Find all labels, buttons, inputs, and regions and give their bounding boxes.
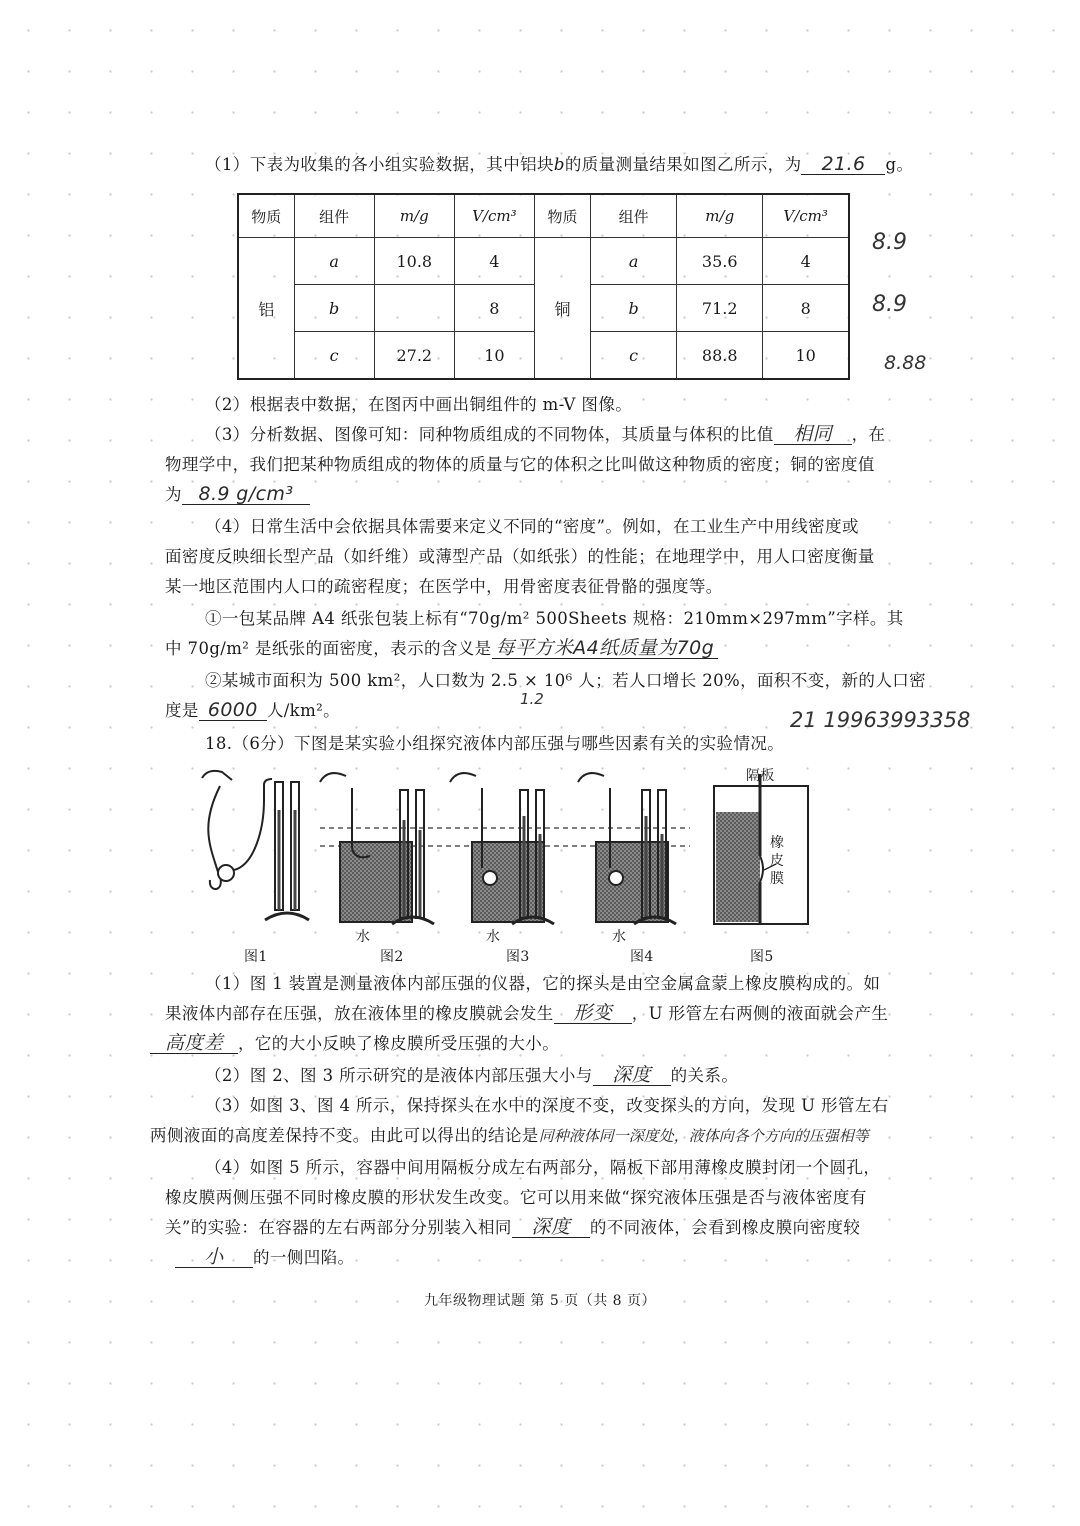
q18-part4-line4: 小 的一侧凹陷。 — [175, 1247, 354, 1269]
answer-deformation: 形变 — [554, 1003, 632, 1024]
handwritten-number: 21 19963993358 — [790, 708, 971, 732]
q17-part4-line6: ②某城市面积为 500 km²，人口数为 2.5 × 10⁶ 人；若人口增长 20%，面积不变，新的人口密 — [205, 671, 927, 690]
answer-copper-density: 8.9 g/cm³ — [182, 484, 310, 505]
answer-depth: 深度 — [593, 1065, 671, 1086]
figure-5 — [714, 774, 808, 924]
density-data-table — [237, 193, 850, 380]
q18-part1-line2: 果液体内部存在压强，放在液体里的橡皮膜就会发生 形变 ，U 形管左右两侧的液面就会产生 — [165, 1002, 889, 1024]
fig5-partition-label: 隔板 — [746, 768, 775, 784]
figure-2 — [320, 773, 434, 924]
q18-part1-line3: 高度差 ，它的大小反映了橡皮膜所受压强的大小。 — [150, 1033, 559, 1055]
q18-part4-line3: 关”的实验：在容器的左右两部分分别装入相同 深度 的不同液体，会看到橡皮膜向密度较 — [165, 1216, 861, 1238]
water-label: 水 — [612, 929, 627, 945]
page-footer: 九年级物理试题 第 5 页（共 8 页） — [423, 1293, 657, 1309]
q18-part4-line1: （4）如图 5 所示，容器中间用隔板分成左右两部分，隔板下部用薄橡皮膜封闭一个圆孔， — [205, 1158, 881, 1177]
q18-part1-line1: （1）图 1 装置是测量液体内部压强的仪器，它的探头是由空金属盒蒙上橡皮膜构成的。如 — [205, 974, 881, 993]
q17-part4-line1: （4）日常生活中会依据具体需要来定义不同的“密度”。例如，在工业生产中用线密度或 — [205, 517, 859, 536]
side-note-density-a: 8.9 — [872, 230, 907, 255]
q17-part3-line3: 为 8.9 g/cm³ — [165, 484, 310, 506]
note-growth-factor: 1.2 — [520, 690, 544, 708]
q17-part4-line2: 面密度反映细长型产品（如纤维）或薄型产品（如纸张）的性能；在地理学中，用人口密度衡量 — [165, 547, 875, 566]
fig3-label: 图3 — [506, 949, 530, 965]
q18-part3-line2: 两侧液面的高度差保持不变。由此可以得出的结论是同种液体同一深度处，液体向各个方向的压强相等 — [150, 1126, 869, 1145]
table-row: c 27.2 10 c 88.8 10 — [238, 332, 849, 380]
answer-population-density: 6000 — [199, 700, 267, 721]
table-row: 铝 a 10.8 4 铜 a 35.6 4 — [238, 238, 849, 285]
q18-part3-line1: （3）如图 3、图 4 所示，保持探头在水中的深度不变，改变探头的方向，发现 U 形管左右 — [205, 1096, 889, 1115]
water-label: 水 — [486, 929, 501, 945]
material-copper: 铜 — [534, 238, 590, 380]
figure-1 — [202, 771, 309, 920]
q17-part3-line1: （3）分析数据、图像可知：同种物质组成的不同物体，其质量与体积的比值 相同 ，在 — [205, 423, 886, 445]
fig5-label: 图5 — [750, 949, 774, 965]
q18-title: 18.（6分）下图是某实验小组探究液体内部压强与哪些因素有关的实验情况。 — [205, 734, 785, 753]
answer-conclusion: 同种液体同一深度处，液体向各个方向的压强相等 — [538, 1127, 869, 1145]
water-label: 水 — [356, 929, 371, 945]
material-aluminum: 铝 — [238, 238, 294, 380]
figure-4 — [578, 773, 676, 924]
fig4-label: 图4 — [630, 949, 654, 965]
answer-height-difference: 高度差 — [150, 1033, 238, 1054]
q17-part2: （2）根据表中数据，在图丙中画出铜组件的 m-V 图像。 — [205, 395, 633, 414]
fig5-membrane-label: 橡皮膜 — [770, 835, 785, 887]
fig2-label: 图2 — [380, 949, 404, 965]
q17-part4-line4: ①一包某品牌 A4 纸张包装上标有“70g/m² 500Sheets 规格：210mm×297mm”字样。其 — [205, 609, 904, 628]
answer-area-density-meaning: 每平方米A4纸质量为70g — [492, 638, 719, 659]
q18-part4-line2: 橡皮膜两侧压强不同时橡皮膜的形状发生改变。它可以用来做“探究液体压强是否与液体密度有 — [165, 1188, 867, 1207]
answer-same-depth: 深度 — [512, 1217, 590, 1238]
figure-3 — [450, 773, 554, 924]
q17-part3-line2: 物理学中，我们把某种物质组成的物体的质量与它的体积之比叫做这种物质的密度；铜的密度值 — [165, 455, 875, 474]
q18-part2: （2）图 2、图 3 所示研究的是液体内部压强大小与 深度 的关系。 — [205, 1064, 739, 1086]
side-note-density-c: 8.88 — [884, 352, 927, 374]
answer-aluminum-mass: 21.6 — [801, 154, 885, 175]
q17-part1: （1）下表为收集的各小组实验数据，其中铝块b的质量测量结果如图乙所示，为 21.6 g。 — [205, 153, 914, 175]
side-note-density-b: 8.9 — [872, 292, 907, 317]
q17-part4-line7: 度是 6000 人/km²。 — [165, 699, 341, 721]
q17-part4-line3: 某一地区范围内人口的疏密程度；在医学中，用骨密度表征骨骼的强度等。 — [165, 577, 723, 596]
table-row: b 8 b 71.2 8 — [238, 285, 849, 332]
answer-smaller: 小 — [175, 1247, 253, 1268]
fig1-label: 图1 — [244, 949, 268, 965]
answer-ratio: 相同 — [774, 424, 852, 445]
q17-part4-line5: 中 70g/m² 是纸张的面密度，表示的含义是 每平方米A4纸质量为70g — [165, 638, 718, 660]
table-header-row: 物质 组件 m/g V/cm³ 物质 组件 m/g V/cm³ — [238, 194, 849, 238]
